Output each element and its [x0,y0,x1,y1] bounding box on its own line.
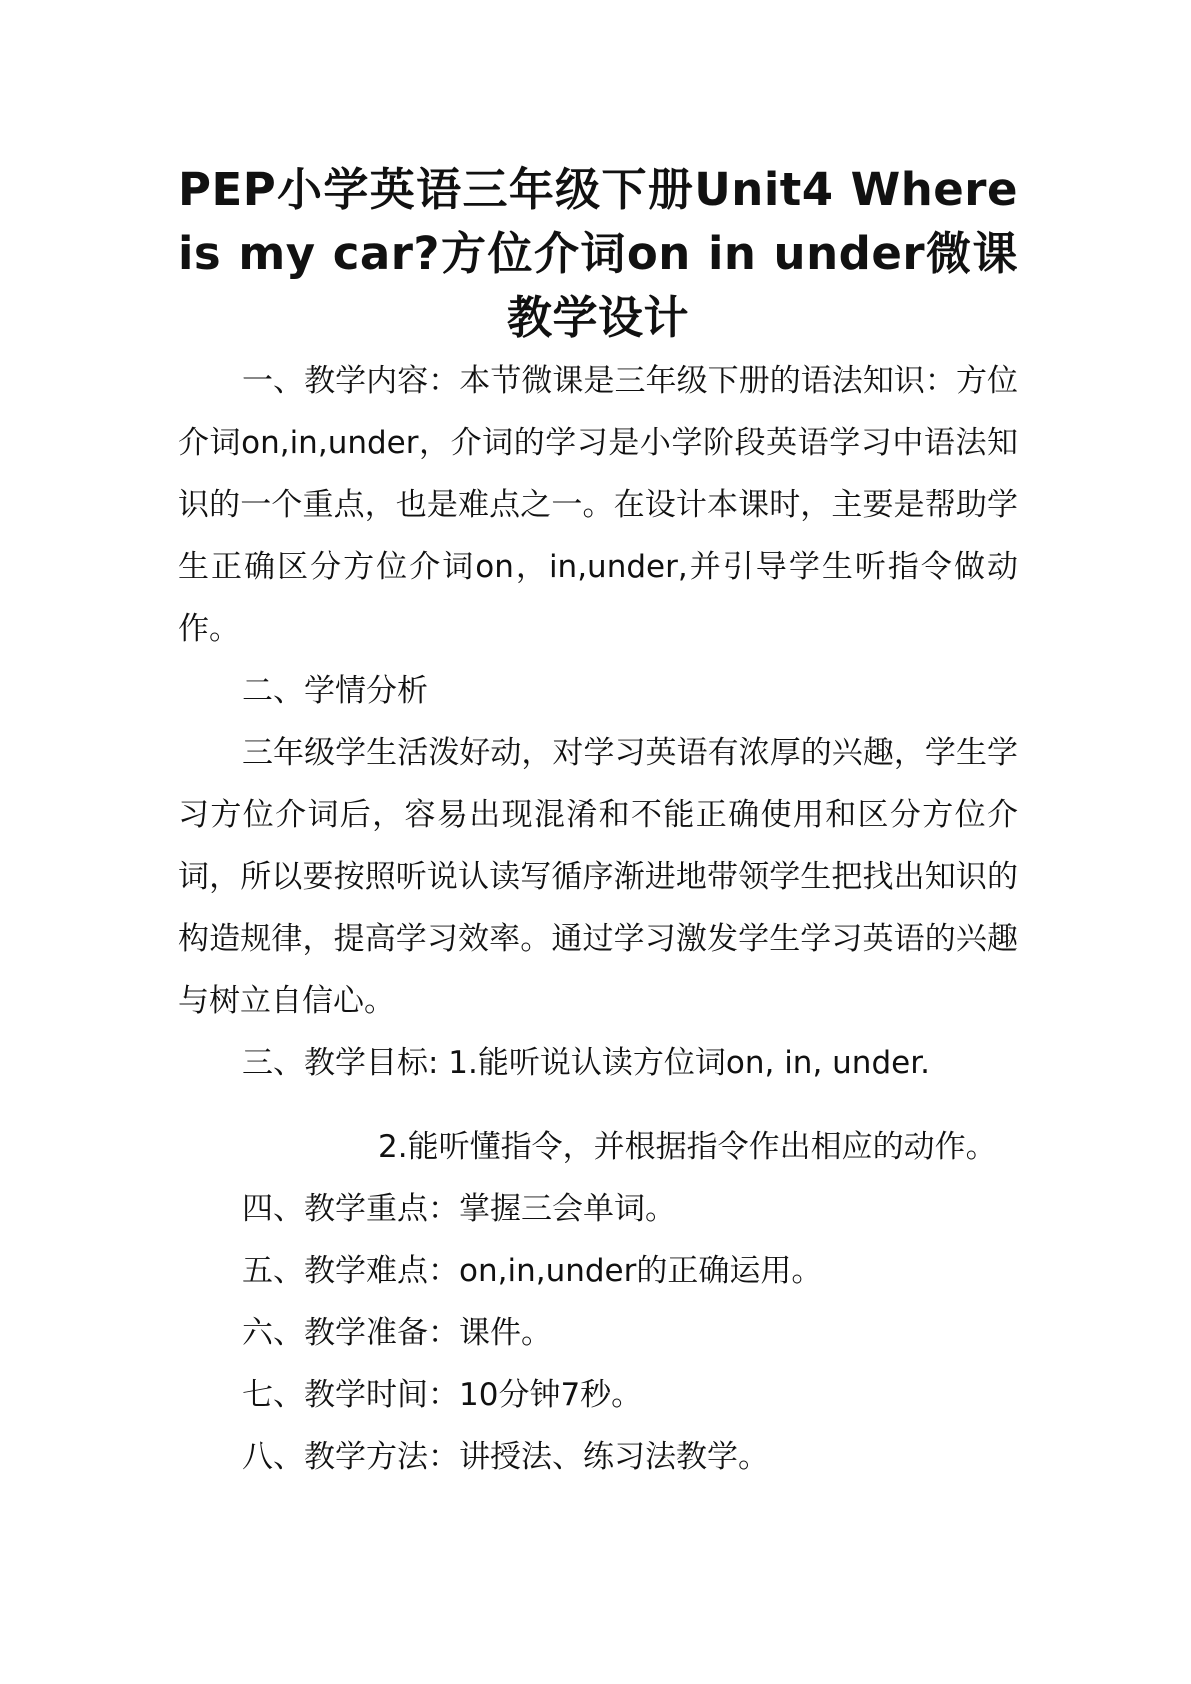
section-teaching-goal-1: 三、教学目标: 1.能听说认读方位词on, in, under. [242,1045,930,1081]
document-body [178,350,1018,1488]
section-methods: 八、教学方法：讲授法、练习法教学。 [242,1439,769,1475]
section-learner-analysis-text: 三年级学生活泼好动，对学习英语有浓厚的兴趣，学生学习方位介词后，容易出现混淆和不能正确使用和区分方位介词，所以要按照听说认读写循序渐进地带领学生把找出知识的构造规律，提高学习效率。通过学习激发学生学习英语的兴趣与树立自信心。 [178,735,1018,1019]
section-teaching-goal-2: 2.能听懂指令，并根据指令作出相应的动作。 [378,1129,997,1165]
section-teaching-content: 一、教学内容：本节微课是三年级下册的语法知识：方位介词on,in,under，介词的学习是小学阶段英语学习中语法知识的一个重点，也是难点之一。在设计本课时，主要是帮助学生正确区分方位介词on，in,under,并引导学生听指令做动作。 [178,363,1018,647]
section-key-points: 四、教学重点：掌握三会单词。 [242,1191,676,1227]
section-learner-analysis-heading: 二、学情分析 [242,673,428,709]
section-duration: 七、教学时间：10分钟7秒。 [242,1377,643,1413]
section-difficulties: 五、教学难点：on,in,under的正确运用。 [242,1253,823,1289]
section-preparation: 六、教学准备：课件。 [242,1315,552,1351]
document-title: PEP小学英语三年级下册Unit4 Where is my car?方位介词on in under微课教学设计 [178,163,1018,344]
